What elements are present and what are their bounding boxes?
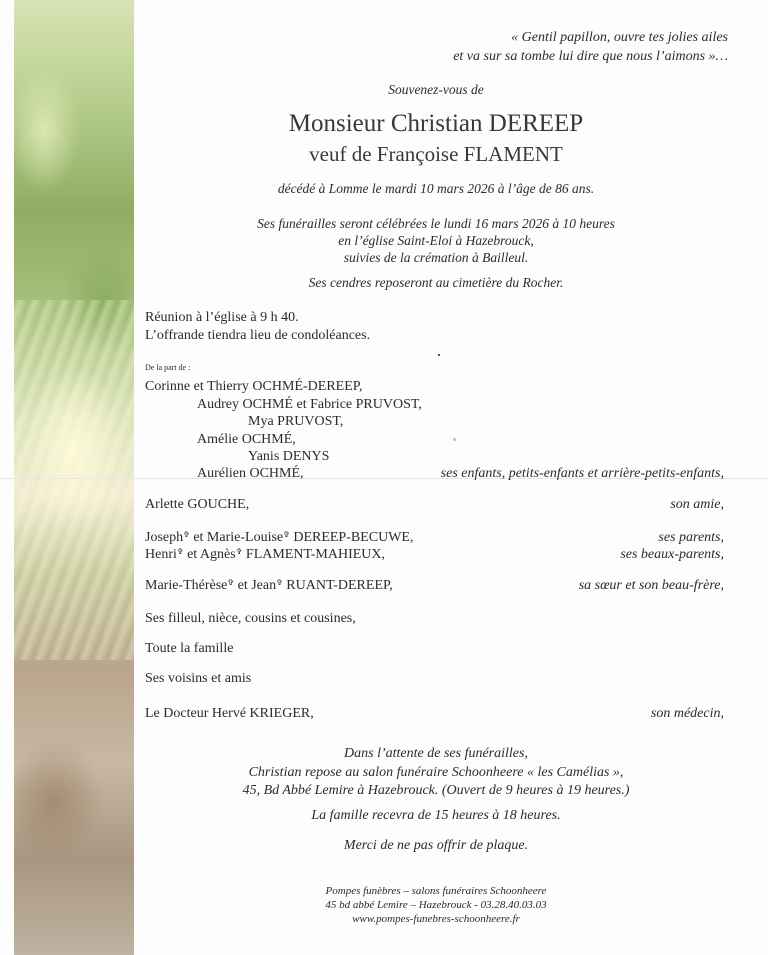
quote-line-2: et va sur sa tombe lui dire que nous l’aimons »… xyxy=(453,49,728,64)
light-rays xyxy=(14,300,134,660)
filleul-line: Ses filleul, nièce, cousins et cousines, xyxy=(145,611,356,626)
family-role: ses enfants, petits-enfants et arrière-petits-enfants, xyxy=(440,466,724,481)
sister-surname: RUANT-DEREEP, xyxy=(282,578,393,593)
cross-icon: ✞ xyxy=(276,578,283,587)
funeral-line-1: Ses funérailles seront célébrées le lundi 16 mars 2026 à 10 heures xyxy=(257,216,615,231)
salon-line-1: Dans l’attente de ses funérailles, xyxy=(344,746,528,761)
ashes-line: Ses cendres reposeront au cimetière du Rocher. xyxy=(308,275,564,290)
footer-line-1: Pompes funèbres – salons funéraires Schoonheere xyxy=(325,885,547,897)
family-line-6: Aurélien OCHMÉ, xyxy=(197,466,304,481)
in-laws-surname: FLAMENT-MAHIEUX, xyxy=(242,547,385,562)
plaque-line: Merci de ne pas offrir de plaque. xyxy=(343,838,529,853)
marie-therese-name: Marie-Thérèse xyxy=(145,578,228,593)
in-laws-role: ses beaux-parents, xyxy=(620,547,724,562)
arlette-line: Arlette GOUCHE, xyxy=(145,497,250,512)
sister-role: sa sœur et son beau-frère, xyxy=(578,578,724,593)
family-line-1: Corinne et Thierry OCHMÉ-DEREEP, xyxy=(145,379,363,394)
meeting-line-2: L’offrande tiendra lieu de condoléances. xyxy=(145,328,371,343)
henri-name: Henri xyxy=(145,547,177,562)
jean-name: et Jean xyxy=(234,578,277,593)
funeral-block xyxy=(135,215,737,266)
meeting-block xyxy=(145,309,370,345)
footer-block xyxy=(135,884,737,926)
funeral-line-3: suivies de la crémation à Bailleul. xyxy=(343,250,529,265)
quote-block xyxy=(453,28,728,66)
joseph-name: Joseph xyxy=(145,530,184,545)
agnes-name: et Agnès xyxy=(183,547,236,562)
quote-line-1: « Gentil papillon, ouvre tes jolies ailes xyxy=(511,30,728,45)
dot-mark xyxy=(438,354,440,356)
funeral-line-2: en l’église Saint-Eloi à Hazebrouck, xyxy=(338,233,534,248)
voisins-line: Ses voisins et amis xyxy=(145,671,252,686)
reception-line: La famille recevra de 15 heures à 18 heures. xyxy=(311,808,561,823)
spouse-line: veuf de Françoise FLAMENT xyxy=(309,142,563,166)
cross-icon: ✞ xyxy=(283,530,290,539)
from-label: De la part de : xyxy=(145,363,191,372)
cross-icon: ✞ xyxy=(176,547,184,556)
family-line-2: Audrey OCHMÉ et Fabrice PRUVOST, xyxy=(197,397,422,412)
arlette-role: son amie, xyxy=(670,497,724,512)
famille-line: Toute la famille xyxy=(145,641,234,656)
salon-line-3: 45, Bd Abbé Lemire à Hazebrouck. (Ouvert de 9 heures à 19 heures.) xyxy=(242,783,630,798)
parents-surname: DEREEP-BECUWE, xyxy=(289,530,414,545)
parents-role: ses parents, xyxy=(658,530,724,545)
footer-line-2: 45 bd abbé Lemire – Hazebrouck - 03.28.40.03.03 xyxy=(325,899,547,911)
in-laws-line xyxy=(145,547,385,563)
family-line-3: Mya PRUVOST, xyxy=(248,414,344,429)
meeting-line-1: Réunion à l’église à 9 h 40. xyxy=(145,310,299,325)
sister-line xyxy=(145,578,393,594)
docteur-role: son médecin, xyxy=(650,706,724,721)
salon-block xyxy=(135,745,737,801)
parents-line xyxy=(145,530,413,546)
family-line-4: Amélie OCHMÉ, xyxy=(197,432,296,447)
death-notice: décédé à Lomme le mardi 10 mars 2026 à l’âge de 86 ans. xyxy=(277,181,595,196)
docteur-line: Le Docteur Hervé KRIEGER, xyxy=(145,706,314,721)
family-line-5: Yanis DENYS xyxy=(248,449,330,464)
cross-icon: ✞ xyxy=(227,578,235,587)
intro-text: Souvenez-vous de xyxy=(388,82,484,97)
dot-mark xyxy=(453,438,456,441)
cross-icon: ✞ xyxy=(183,530,190,539)
deceased-name: Monsieur Christian DEREEP xyxy=(288,110,584,137)
marie-louise-name: et Marie-Louise xyxy=(189,530,284,545)
footer-website-link[interactable]: www.pompes-funebres-schoonheere.fr xyxy=(352,913,520,925)
cross-icon: ✞ xyxy=(235,547,243,556)
salon-line-2: Christian repose au salon funéraire Schoonheere « les Camélias », xyxy=(248,764,624,780)
